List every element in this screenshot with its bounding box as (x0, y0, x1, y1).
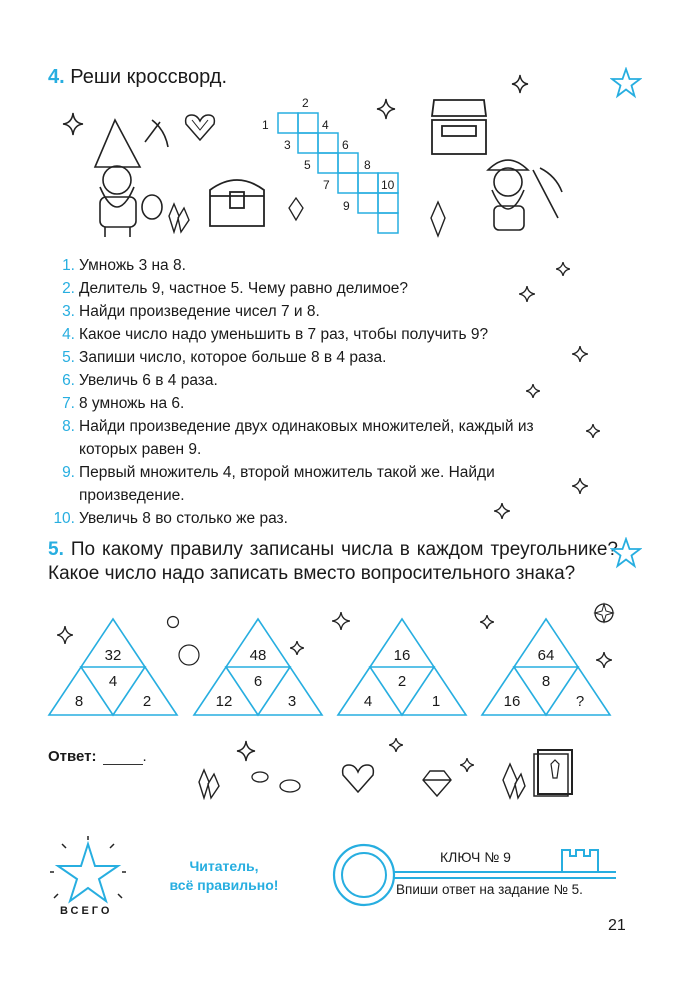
crossword-number: 8 (364, 158, 371, 172)
triangle-left-number: 12 (215, 693, 233, 710)
crystal-icon (498, 760, 528, 800)
sparkle-icon (460, 758, 474, 772)
sparkle-icon (389, 738, 403, 752)
triangle-middle-number: 8 (541, 673, 551, 690)
gem-icon (591, 600, 617, 626)
star-icon (610, 67, 642, 99)
crossword-number: 7 (323, 178, 330, 192)
praise-text: Читатель, всё правильно! (169, 858, 279, 893)
sparkle-icon (57, 626, 73, 644)
sparkle-icon (572, 346, 588, 362)
list-item: 4. Какое число надо уменьшить в 7 раз, чтобы получить 9? (62, 326, 489, 343)
triangle-left-number: 8 (74, 693, 84, 710)
crystal-icon (420, 768, 454, 798)
sparkle-icon (586, 424, 600, 438)
sparkle-icon (62, 112, 84, 136)
number-triangle (336, 617, 468, 717)
number-triangle (480, 617, 612, 717)
coin-icon (250, 770, 270, 784)
sparkle-icon (511, 74, 529, 94)
sparkle-icon (494, 503, 510, 519)
triangle-top-number: 32 (104, 647, 122, 664)
total-label: ВСЕГО (60, 905, 113, 917)
crossword-number: 3 (284, 138, 291, 152)
triangle-right-number: 1 (431, 693, 441, 710)
crossword-number: 4 (322, 118, 329, 132)
list-item: 9. Первый множитель 4, второй множитель такой же. Найди произведение. (62, 464, 495, 504)
task5-question: По какому правилу записаны числа в каждом треугольнике? Какое число надо записать вместо вопросительного знака? (48, 539, 618, 584)
list-item: 2. Делитель 9, частное 5. Чему равно делимое? (62, 280, 409, 297)
triangle-right-number: 2 (142, 693, 152, 710)
key-subtitle: Впиши ответ на задание № 5. (396, 882, 583, 897)
triangle-right-number: 3 (287, 693, 297, 710)
crossword-number: 1 (262, 118, 269, 132)
crystal-icon (196, 764, 222, 800)
circle-decoration (166, 615, 180, 629)
crossword-number: 2 (302, 96, 309, 110)
task5-number: 5. (48, 539, 64, 560)
triangle-top-number: 64 (537, 647, 555, 664)
sparkle-icon (332, 612, 350, 630)
list-item: 6. Увеличь 6 в 4 раза. (62, 372, 218, 389)
gnome-miner-illustration (478, 148, 568, 240)
answer-blank[interactable] (103, 750, 143, 765)
answer-line: Ответ: . (48, 748, 147, 765)
page-number: 21 (608, 917, 626, 934)
list-item: 8. Найди произведение двух одинаковых множителей, каждый из которых равен 9. (62, 418, 534, 458)
triangle-top-number: 16 (393, 647, 411, 664)
task4-number: 4. (48, 66, 65, 88)
sparkle-icon (596, 652, 612, 668)
sparkle-icon (526, 384, 540, 398)
crystal-icon (426, 198, 456, 238)
task4-question-list (53, 254, 593, 530)
list-item: 7. 8 умножь на 6. (62, 395, 185, 412)
heart-gem-icon (340, 762, 376, 794)
crossword-number: 9 (343, 199, 350, 213)
triangle-top-number: 48 (249, 647, 267, 664)
task5-text (48, 538, 618, 586)
list-item: 3. Найди произведение чисел 7 и 8. (62, 303, 320, 320)
crossword-number: 6 (342, 138, 349, 152)
number-triangle (192, 617, 324, 717)
triangle-middle-number: 2 (397, 673, 407, 690)
coin-icon (278, 778, 302, 794)
list-item: 10. Увеличь 8 во столько же раз. (53, 510, 288, 527)
sparkle-icon (480, 615, 494, 629)
total-star-icon (40, 836, 136, 916)
list-item: 5. Запиши число, которое больше 8 в 4 раза. (62, 349, 387, 366)
triangle-left-number: 4 (363, 693, 373, 710)
triangle-middle-number: 4 (108, 673, 118, 690)
sparkle-icon (519, 286, 535, 302)
triangle-middle-number: 6 (253, 673, 263, 690)
crystal-icon (166, 198, 192, 234)
sparkle-icon (290, 641, 304, 655)
crossword-number: 5 (304, 158, 311, 172)
triangle-right-number: ? (575, 693, 585, 710)
sparkle-icon (556, 262, 570, 276)
task4-header (48, 66, 227, 89)
sparkle-icon (236, 740, 256, 762)
book-icon (532, 746, 578, 798)
crystal-icon (286, 196, 306, 222)
circle-decoration (177, 643, 201, 667)
crossword-number: 10 (381, 178, 395, 192)
task4-title: Реши кроссворд. (70, 66, 228, 88)
star-icon (610, 537, 642, 569)
sparkle-icon (376, 98, 396, 120)
list-item: 1. Умножь 3 на 8. (62, 257, 186, 274)
heart-gem-icon (183, 112, 217, 142)
triangle-left-number: 16 (503, 693, 521, 710)
key-title: КЛЮЧ № 9 (440, 849, 511, 865)
answer-label: Ответ: (48, 748, 97, 765)
sparkle-icon (572, 478, 588, 494)
treasure-chest-icon (204, 168, 270, 230)
